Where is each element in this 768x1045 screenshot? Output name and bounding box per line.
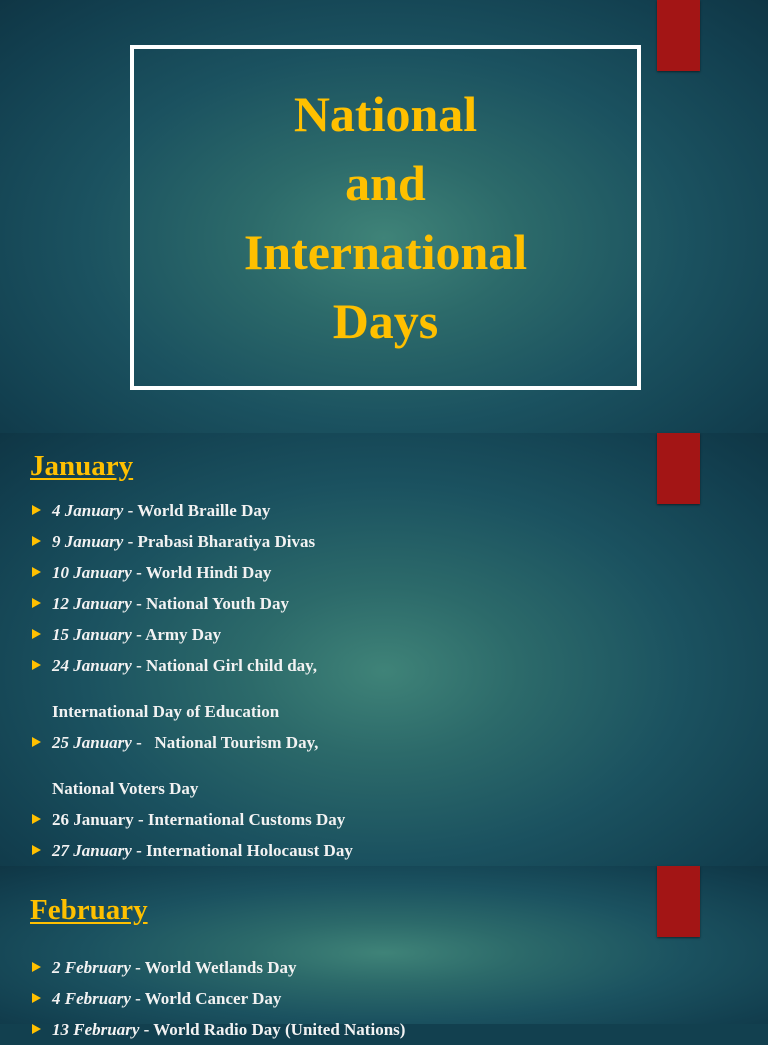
title-box [130,45,641,390]
list-item [30,952,650,983]
item-separator: - [131,656,146,675]
month-heading-february: February [30,894,148,926]
item-separator: - [123,501,138,520]
bullet-arrow-icon [32,567,41,577]
item-date: 25 January [52,733,132,752]
february-list [30,952,650,1045]
january-list [30,495,650,866]
item-text: World Hindi Day [145,563,272,582]
red-accent-bar [657,433,700,504]
list-item [30,526,650,557]
item-text: World Radio Day (United Nations) [153,1020,406,1039]
item-separator: - [130,958,145,977]
item-text: International Holocaust Day [146,841,353,860]
bullet-arrow-icon [32,814,41,824]
bullet-arrow-icon [32,845,41,855]
item-date: 24 January [52,656,132,675]
item-date: 10 January [52,563,132,582]
list-item-continuation [30,696,650,727]
bullet-arrow-icon [32,737,41,747]
item-date: 2 February [52,958,131,977]
list-item [30,650,650,681]
list-item [30,557,650,588]
item-date: 4 February [52,989,131,1008]
list-item [30,727,650,758]
title-line: National [293,85,478,142]
item-separator: - [131,733,155,752]
item-separator: - [130,989,145,1008]
item-text: National Youth Day [146,594,289,613]
list-item [30,495,650,526]
item-separator: - [131,625,146,644]
bullet-arrow-icon [32,1024,41,1034]
bullet-arrow-icon [32,660,41,670]
bullet-arrow-icon [32,993,41,1003]
page-title [244,80,527,356]
list-item [30,804,650,835]
red-accent-bar [657,866,700,937]
item-text: World Braille Day [137,501,271,520]
item-text: International Day of Education [52,702,280,721]
item-separator: - [131,563,146,582]
item-text: Prabasi Bharatiya Divas [137,532,316,551]
item-separator: - [139,1020,154,1039]
bullet-arrow-icon [32,536,41,546]
bullet-arrow-icon [32,629,41,639]
item-text: Army Day [145,625,222,644]
item-date: 13 February [52,1020,140,1039]
list-item [30,1014,650,1045]
title-line: Days [332,292,439,349]
february-slide [0,866,768,1039]
item-date: 4 January [52,501,124,520]
bullet-arrow-icon [32,505,41,515]
bullet-arrow-icon [32,962,41,972]
list-item-continuation [30,773,650,804]
item-separator: - [131,594,146,613]
list-item [30,835,650,866]
item-date: 9 January [52,532,124,551]
item-separator: - [123,532,138,551]
item-text: 26 January - International Customs Day [52,810,346,829]
item-text: National Tourism Day, [154,733,319,752]
month-heading-january: January [30,450,134,482]
item-date: 15 January [52,625,132,644]
item-text: World Wetlands Day [144,958,297,977]
january-slide [0,433,768,866]
title-line: and [345,154,426,211]
item-date: 27 January [52,841,132,860]
item-text: National Girl child day, [146,656,317,675]
item-text: World Cancer Day [144,989,282,1008]
list-item [30,983,650,1014]
red-accent-bar [657,0,700,71]
title-slide [0,0,768,433]
bullet-arrow-icon [32,598,41,608]
list-item [30,619,650,650]
item-separator: - [131,841,146,860]
item-date: 12 January [52,594,132,613]
title-line: International [243,223,528,280]
list-item [30,588,650,619]
item-text: National Voters Day [52,779,199,798]
